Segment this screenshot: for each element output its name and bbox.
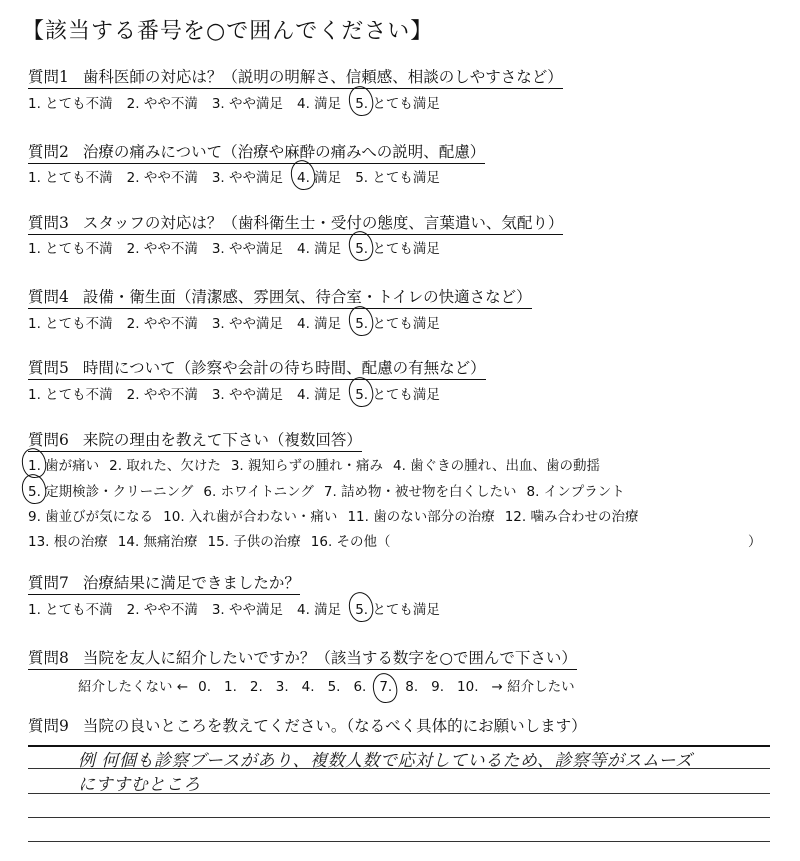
scale-option[interactable]: 5. xyxy=(327,679,341,695)
scale-option[interactable]: 2. xyxy=(249,679,263,695)
q8-text: 当院を友人に紹介したいですか？（該当する数字を○で囲んで下さい） xyxy=(82,649,577,667)
rating-option[interactable]: 4. 満足 xyxy=(297,602,342,618)
rating-option[interactable]: 1. とても不満 xyxy=(28,241,113,257)
rating-option[interactable]: 2. やや不満 xyxy=(126,170,198,186)
q6-reason-row xyxy=(28,454,610,474)
q7-text: 治療結果に満足できましたか？ xyxy=(82,574,300,592)
reason-option[interactable]: 4. 歯ぐきの腫れ、出血、歯の動揺 xyxy=(393,458,600,474)
q8-title xyxy=(28,646,577,670)
q5-options xyxy=(28,383,454,403)
q4-title xyxy=(28,285,532,309)
rating-option[interactable]: 4. 満足 xyxy=(297,96,342,112)
reason-option[interactable]: 15. 子供の治療 xyxy=(207,534,301,550)
q6-reason-row xyxy=(28,480,635,500)
rating-option[interactable]: 2. やや不満 xyxy=(126,96,198,112)
q3-options xyxy=(28,237,454,257)
selection-circle xyxy=(347,375,375,408)
q2-options xyxy=(28,166,454,186)
q6-text: 来院の理由を教えて下さい（複数回答） xyxy=(82,431,362,449)
q4-number: 質問4 xyxy=(28,288,69,306)
q5-text: 時間について（診察や会計の待ち時間、配慮の有無など） xyxy=(82,359,486,377)
rating-option[interactable]: 3. やや満足 xyxy=(211,96,284,112)
scale-left-label: 紹介したくない ← xyxy=(78,679,189,695)
reason-option[interactable]: 13. 根の治療 xyxy=(28,534,108,550)
selection-circle xyxy=(371,671,399,704)
q9-number: 質問9 xyxy=(28,717,69,735)
answer-line xyxy=(28,841,770,842)
q2-number: 質問2 xyxy=(28,143,69,161)
reason-option[interactable]: 5. 定期検診・クリーニング xyxy=(28,480,193,500)
q6-reason-row xyxy=(28,530,762,550)
rating-option[interactable]: 4. 満足 xyxy=(297,316,342,332)
rating-option[interactable]: 5. とても満足 xyxy=(355,312,440,332)
rating-option[interactable]: 3. やや満足 xyxy=(211,241,284,257)
reason-option[interactable]: 3. 親知らずの腫れ・痛み xyxy=(230,458,384,474)
rating-option[interactable]: 2. やや不満 xyxy=(126,602,198,618)
rating-option[interactable]: 1. とても不満 xyxy=(28,316,113,332)
reason-option[interactable]: 10. 入れ歯が合わない・痛い xyxy=(163,509,338,525)
q9-text: 当院の良いところを教えてください。（なるべく具体的にお願いします） xyxy=(82,717,587,735)
scale-option[interactable]: 8. xyxy=(405,679,419,695)
q1-options xyxy=(28,92,454,112)
scale-option[interactable]: 0. xyxy=(198,679,211,695)
reason-option[interactable]: 2. 取れた、欠けた xyxy=(109,458,221,474)
q6-title xyxy=(28,428,362,452)
answer-line xyxy=(28,817,770,818)
reason-option[interactable]: 9. 歯並びが気になる xyxy=(28,509,154,525)
rating-option[interactable]: 1. とても不満 xyxy=(28,96,113,112)
rating-option[interactable]: 3. やや満足 xyxy=(211,316,284,332)
selection-circle xyxy=(20,472,48,505)
reason-option[interactable]: 12. 噛み合わせの治療 xyxy=(504,509,639,525)
selection-circle xyxy=(347,590,375,623)
rating-option[interactable]: 5. とても満足 xyxy=(355,170,440,186)
reason-option[interactable]: 7. 詰め物・被せ物を白くしたい xyxy=(323,484,517,500)
q5-title xyxy=(28,356,486,380)
rating-option[interactable]: 5. とても満足 xyxy=(355,598,440,618)
q9-title xyxy=(28,714,587,737)
rating-option[interactable]: 3. やや満足 xyxy=(211,170,284,186)
rating-option[interactable]: 2. やや不満 xyxy=(126,387,198,403)
rating-option[interactable]: 5. とても満足 xyxy=(355,383,440,403)
scale-option[interactable]: 3. xyxy=(275,679,289,695)
scale-option[interactable]: 1. xyxy=(224,679,237,695)
q7-number: 質問7 xyxy=(28,574,69,592)
rating-option[interactable]: 3. やや満足 xyxy=(211,602,284,618)
reason-option[interactable]: 8. インプラント xyxy=(526,484,625,500)
q1-title xyxy=(28,65,563,89)
rating-option[interactable]: 5. とても満足 xyxy=(355,237,440,257)
q4-options xyxy=(28,312,454,332)
q3-text: スタッフの対応は？（歯科衛生士・受付の態度、言葉遣い、気配り） xyxy=(82,214,564,232)
scale-option[interactable]: 7. xyxy=(379,679,392,695)
q3-title xyxy=(28,211,563,235)
q4-text: 設備・衛生面（清潔感、雰囲気、待合室・トイレの快適さなど） xyxy=(82,288,532,306)
q8-scale xyxy=(78,675,575,695)
rating-option[interactable]: 2. やや不満 xyxy=(126,316,198,332)
scale-right-label: → 紹介したい xyxy=(491,679,575,695)
q1-text: 歯科医師の対応は？（説明の明解さ、信頼感、相談のしやすさなど） xyxy=(82,68,563,86)
other-close-paren: ） xyxy=(748,534,762,550)
q6-number: 質問6 xyxy=(28,431,69,449)
reason-option[interactable]: 14. 無痛治療 xyxy=(117,534,198,550)
selection-circle xyxy=(347,304,375,337)
rating-option[interactable]: 2. やや不満 xyxy=(126,241,198,257)
q7-title xyxy=(28,571,300,595)
rating-option[interactable]: 4. 満足 xyxy=(297,241,342,257)
scale-option[interactable]: 4. xyxy=(301,679,315,695)
handwritten-answer-line-2: にすすむところ xyxy=(78,775,201,795)
rating-option[interactable]: 1. とても不満 xyxy=(28,387,113,403)
rating-option[interactable]: 1. とても不満 xyxy=(28,602,113,618)
handwritten-answer-line-1: 例 何個も診察ブースがあり、複数人数で応対しているため、診察等がスムーズ xyxy=(78,751,693,771)
q8-number: 質問8 xyxy=(28,649,69,667)
q5-number: 質問5 xyxy=(28,359,69,377)
q2-title xyxy=(28,140,485,164)
q1-number: 質問1 xyxy=(28,68,69,86)
q7-options xyxy=(28,598,454,618)
rating-option[interactable]: 5. とても満足 xyxy=(355,92,440,112)
reason-option[interactable]: 11. 歯のない部分の治療 xyxy=(347,509,495,525)
reason-option[interactable]: 6. ホワイトニング xyxy=(203,484,314,500)
rating-option[interactable]: 4. 満足 xyxy=(297,166,341,186)
scale-option[interactable]: 10. xyxy=(457,679,479,695)
reason-option[interactable]: 16. その他（ xyxy=(310,534,391,550)
q6-reason-row xyxy=(28,505,648,525)
selection-circle xyxy=(347,84,375,117)
scale-option[interactable]: 6. xyxy=(353,679,367,695)
q3-number: 質問3 xyxy=(28,214,69,232)
rating-option[interactable]: 3. やや満足 xyxy=(211,387,284,403)
reason-option[interactable]: 1. 歯が痛い xyxy=(28,454,99,474)
rating-option[interactable]: 1. とても不満 xyxy=(28,170,113,186)
rating-option[interactable]: 4. 満足 xyxy=(297,387,342,403)
form-header: 【該当する番号を○で囲んでください】 xyxy=(22,19,434,44)
q2-text: 治療の痛みについて（治療や麻酔の痛みへの説明、配慮） xyxy=(82,143,486,161)
scale-option[interactable]: 9. xyxy=(431,679,445,695)
